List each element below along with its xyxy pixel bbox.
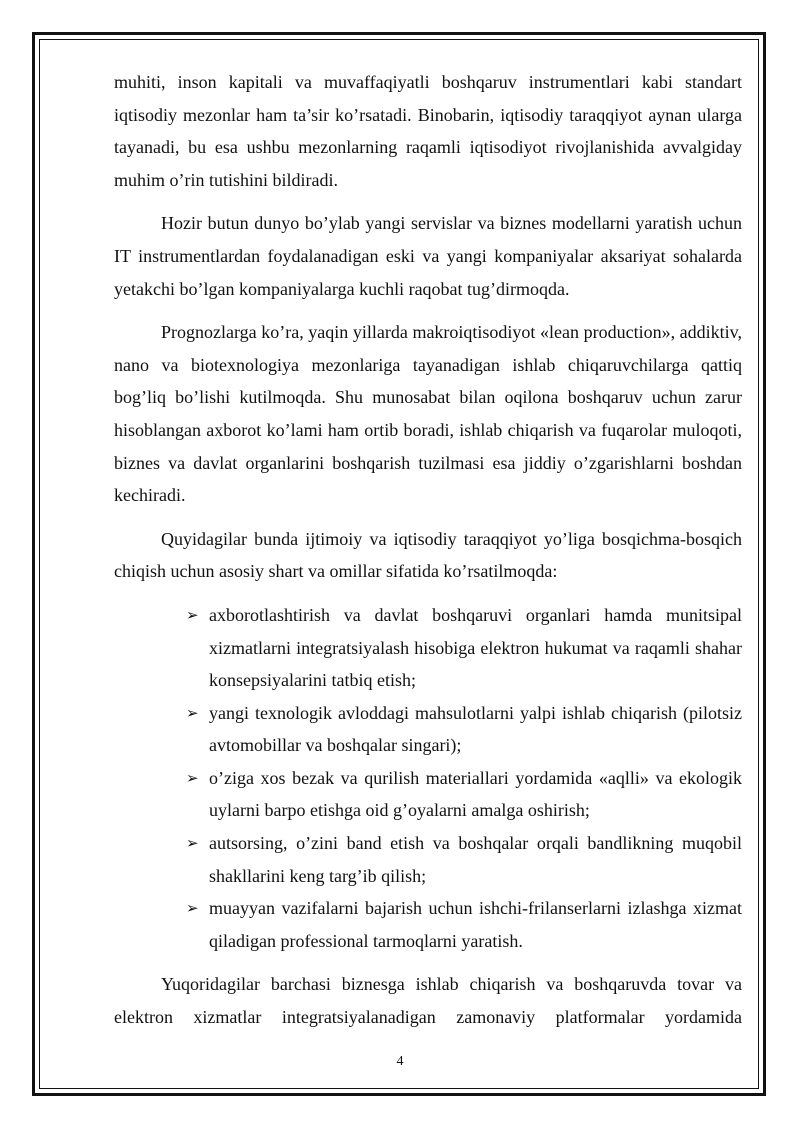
arrow-bullet-icon: ➢: [186, 768, 199, 787]
paragraph-forecasts: Prognozlarga ko’ra, yaqin yillarda makroiqtisodiyot «lean production», addiktiv, nano va biotexnologiya mezonlariga tayanadigan ishlab chiqaruvchilarga qattiq bog’liq bo’lishi kutilmoqda. Shu munosabat bilan oqilona boshqaruv uchun zarur hisoblangan axborot ko’lami ham ortib boradi, ishlab chiqarish va fuqarolar muloqoti, biznes va davlat organlarini boshqarish tuzilmasi esa jiddiy o’zgarishlarni boshdan kechiradi.: [114, 322, 742, 506]
arrow-bullet-icon: ➢: [186, 834, 199, 853]
arrow-bullet-icon: ➢: [186, 703, 199, 722]
paragraph-it-competition: Hozir butun dunyo bo’ylab yangi servislar va biznes modellarni yaratish uchun IT instrumentlardan foydalanadigan eski va yangi kompaniyalar aksariyat sohalarda yetakchi bo’lgan kompaniyalarga kuchli raqobat tug’dirmoqda.: [114, 213, 742, 299]
list-item-text: muayyan vazifalarni bajarish uchun ishchi-frilanserlarni izlashga xizmat qiladigan professional tarmoqlarni yaratish.: [209, 898, 742, 951]
list-item: [186, 599, 742, 697]
paragraph-conditions-intro: Quyidagilar bunda ijtimoiy va iqtisodiy taraqqiyot yo’liga bosqichma-bosqich chiqish uchun asosiy shart va omillar sifatida ko’rsatilmoqda:: [114, 528, 742, 582]
paragraph-final: Yuqoridagilar barchasi biznesga ishlab chiqarish va boshqaruvda tovar va elektron xizmatlar integratsiyalanadigan zamonaviy platformalar yordamida: [114, 974, 742, 1028]
list-item-text: yangi texnologik avloddagi mahsulotlarni yalpi ishlab chiqarish (pilotsiz avtomobillar va boshqalar singari);: [209, 702, 742, 756]
conditions-list: [114, 599, 742, 958]
arrow-bullet-icon: ➢: [186, 605, 199, 624]
list-item: [186, 827, 742, 892]
page-number: 4: [396, 1054, 404, 1069]
list-item-text: autsorsing, o’zini band etish va boshqalar orqali bandlikning muqobil shakllarini keng targ’ib qilish;: [209, 833, 742, 886]
paragraph-continuation: muhiti, inson kapitali va muvaffaqiyatli boshqaruv instrumentlari kabi standart iqtisodiy mezonlar ham ta’sir ko’rsatadi. Binobarin, iqtisodiy taraqqiyot aynan ularga tayanadi, bu esa ushbu mezonlarning raqamli iqtisodiyot rivojlanishida avvalgiday muhim o’rin tutishini bildiradi.: [114, 72, 742, 190]
page-body: [114, 66, 742, 1034]
list-item-text: axborotlashtirish va davlat boshqaruvi organlari hamda munitsipal xizmatlarni integratsiyalash hisobiga elektron hukumat va raqamli shahar konsepsiyalarini tatbiq etish;: [209, 604, 742, 691]
list-item: [186, 892, 742, 957]
list-item: [186, 762, 742, 827]
list-item: [186, 697, 742, 762]
list-item-text: o’ziga xos bezak va qurilish materiallari yordamida «aqlli» va ekologik uylarni barpo etishga oid g’oyalarni amalga oshirish;: [209, 767, 742, 821]
arrow-bullet-icon: ➢: [186, 899, 199, 918]
